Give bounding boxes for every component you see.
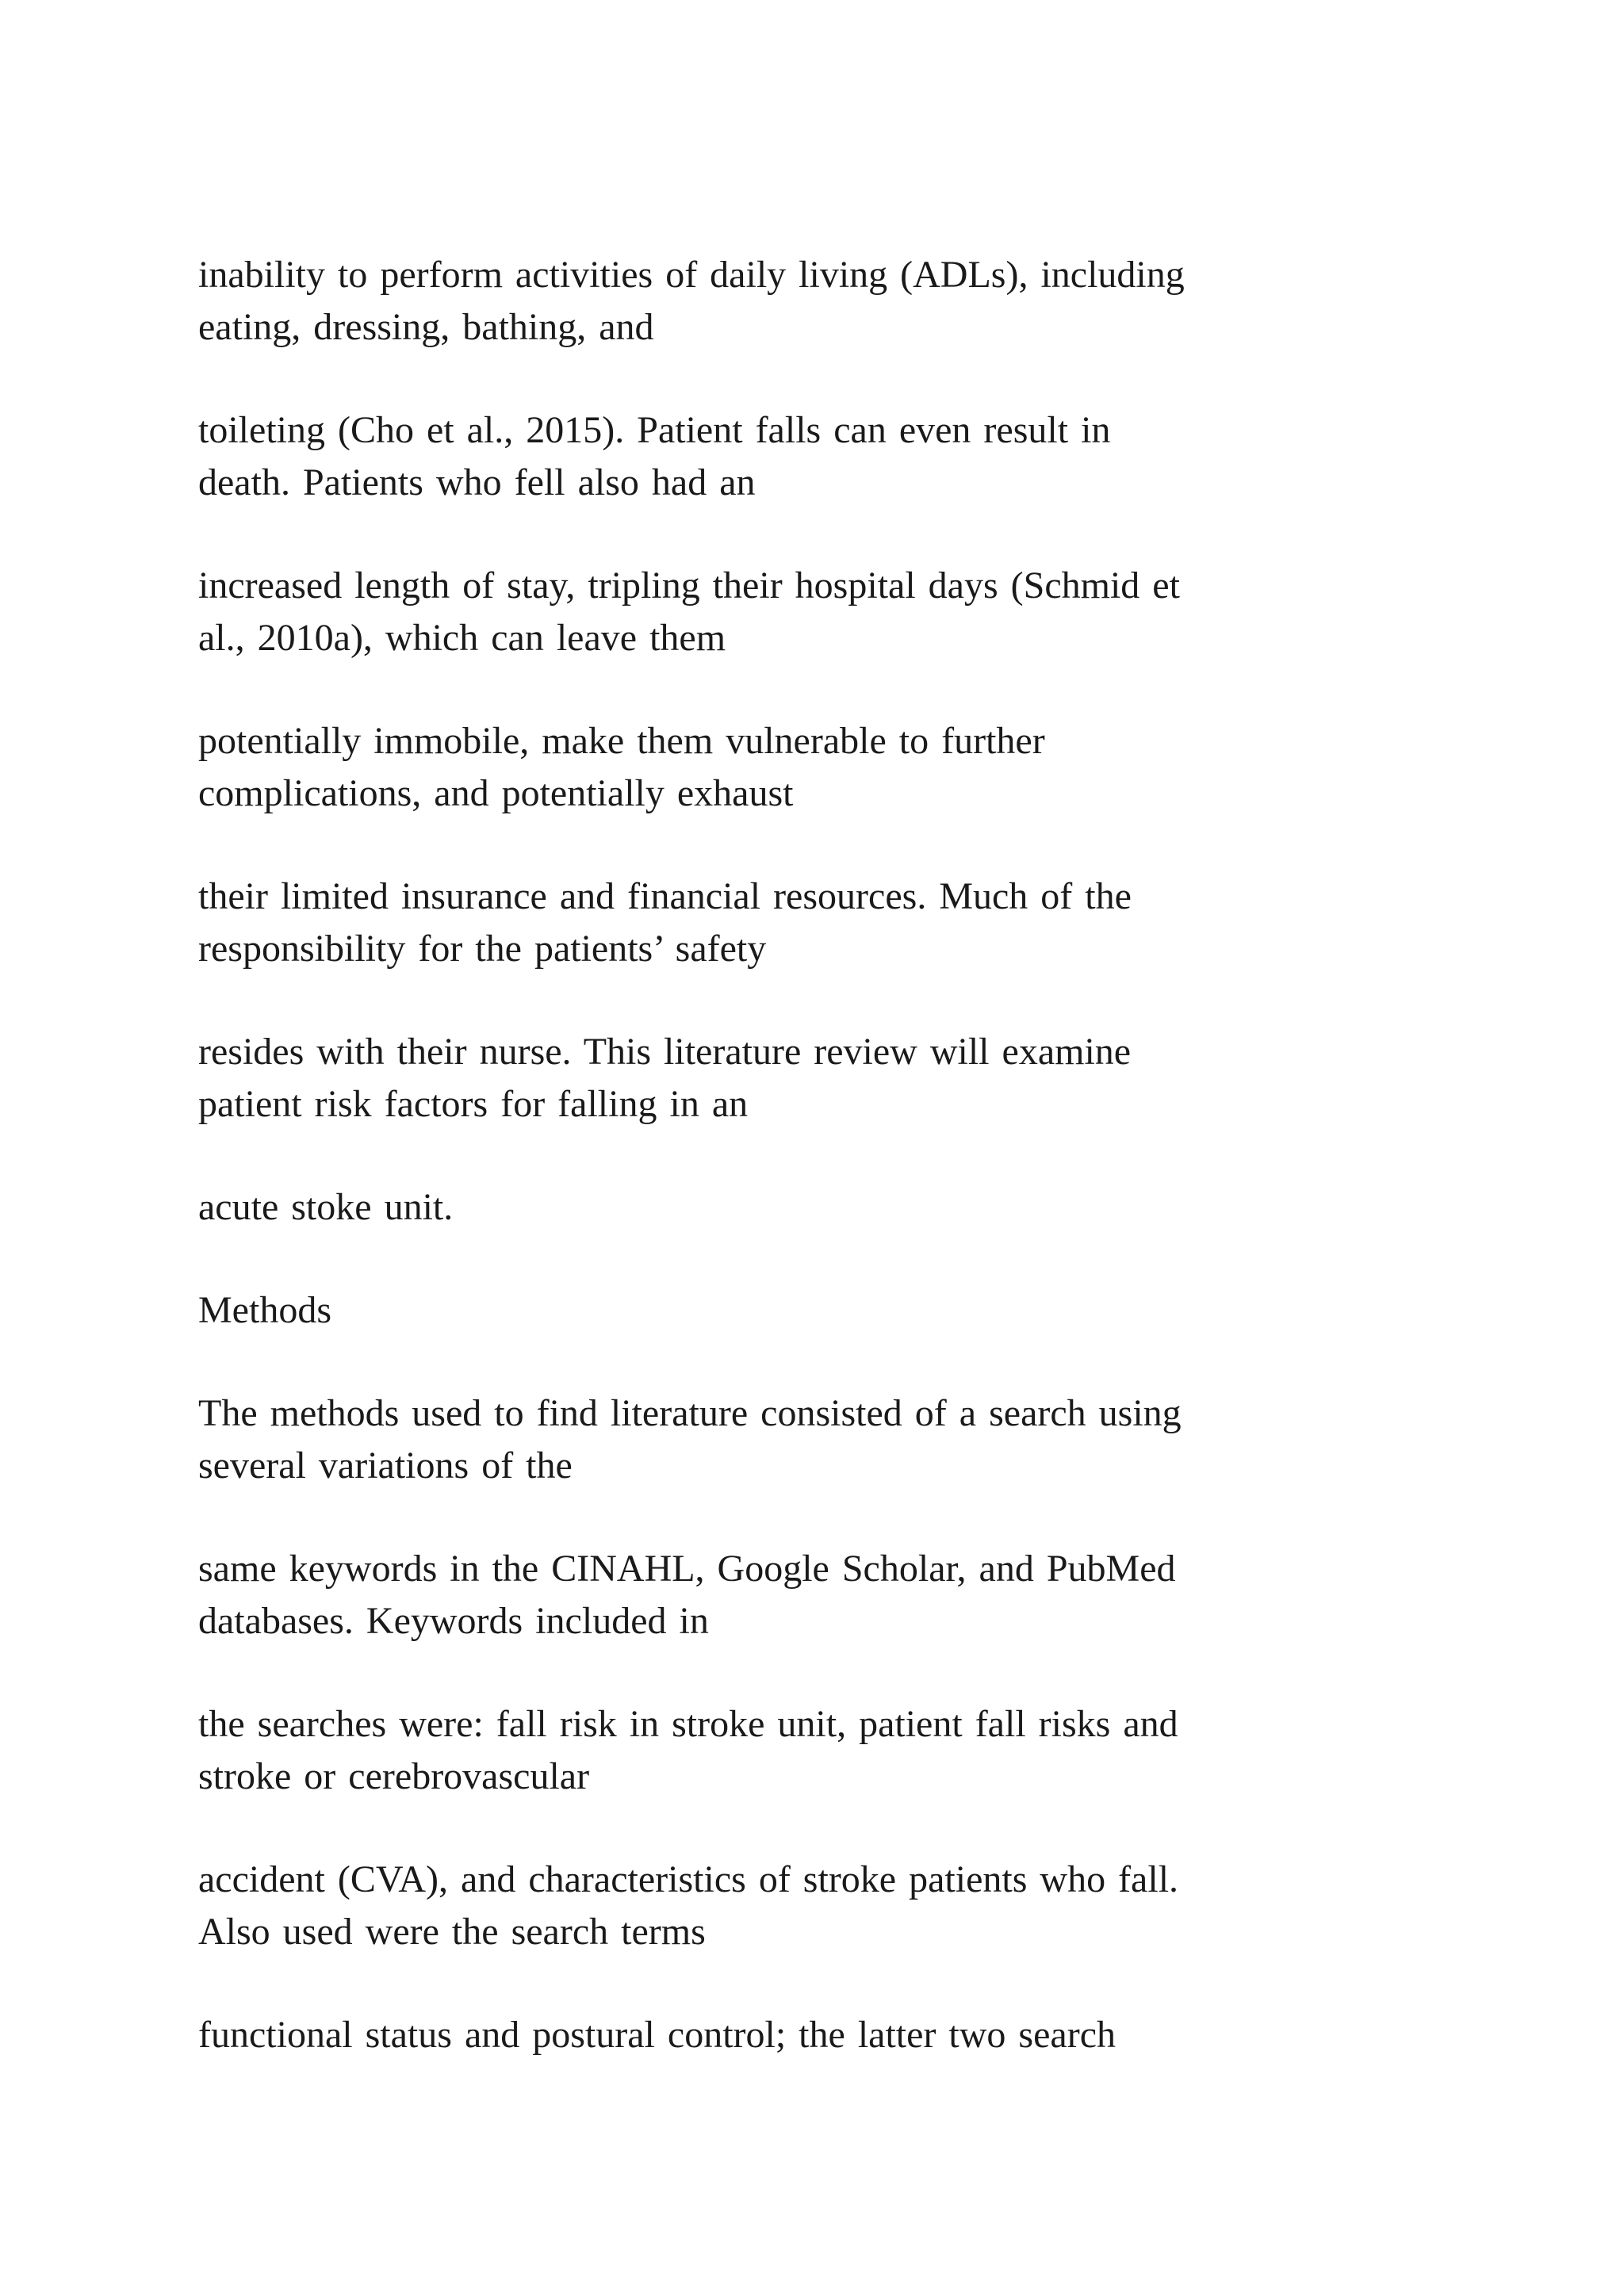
text-line: acute stoke unit. xyxy=(198,1186,454,1228)
paragraph-adl-inability xyxy=(198,249,1435,354)
text-line: the searches were: fall risk in stroke unit, patient fall risks and xyxy=(198,1703,1178,1745)
document-body xyxy=(198,249,1435,2112)
text-line: inability to perform activities of daily living (ADLs), including xyxy=(198,254,1185,296)
text-line: same keywords in the CINAHL, Google Scholar, and PubMed xyxy=(198,1548,1176,1590)
text-line: eating, dressing, bathing, and xyxy=(198,306,654,348)
paragraph-search-terms xyxy=(198,1698,1435,1803)
section-heading-methods xyxy=(198,1284,1435,1337)
paragraph-immobile xyxy=(198,715,1435,820)
paragraph-functional-status xyxy=(198,2009,1435,2061)
paragraph-acute-unit xyxy=(198,1181,1435,1234)
text-line: al., 2010a), which can leave them xyxy=(198,617,726,659)
text-line: death. Patients who fell also had an xyxy=(198,461,756,503)
text-line: databases. Keywords included in xyxy=(198,1600,709,1642)
heading-text: Methods xyxy=(198,1289,331,1331)
text-line: stroke or cerebrovascular xyxy=(198,1755,590,1797)
paragraph-databases xyxy=(198,1543,1435,1647)
text-line: their limited insurance and financial resources. Much of the xyxy=(198,875,1132,917)
text-line: toileting (Cho et al., 2015). Patient falls can even result in xyxy=(198,409,1111,451)
paragraph-methods-search xyxy=(198,1387,1435,1492)
text-line: responsibility for the patients’ safety xyxy=(198,928,767,970)
paragraph-length-of-stay xyxy=(198,560,1435,664)
paragraph-cva xyxy=(198,1854,1435,1958)
text-line: Also used were the search terms xyxy=(198,1911,706,1953)
text-line: The methods used to find literature consisted of a search using xyxy=(198,1392,1182,1434)
text-line: resides with their nurse. This literature review will examine xyxy=(198,1031,1132,1073)
paragraph-resources xyxy=(198,871,1435,975)
text-line: complications, and potentially exhaust xyxy=(198,772,794,814)
text-line: increased length of stay, tripling their hospital days (Schmid et xyxy=(198,564,1180,607)
text-line: potentially immobile, make them vulnerable to further xyxy=(198,720,1045,762)
paragraph-toileting xyxy=(198,404,1435,509)
text-line: patient risk factors for falling in an xyxy=(198,1083,749,1125)
text-line: functional status and postural control; the latter two search xyxy=(198,2014,1116,2056)
paragraph-nurse xyxy=(198,1026,1435,1131)
text-line: several variations of the xyxy=(198,1445,573,1487)
text-line: accident (CVA), and characteristics of stroke patients who fall. xyxy=(198,1858,1179,1900)
